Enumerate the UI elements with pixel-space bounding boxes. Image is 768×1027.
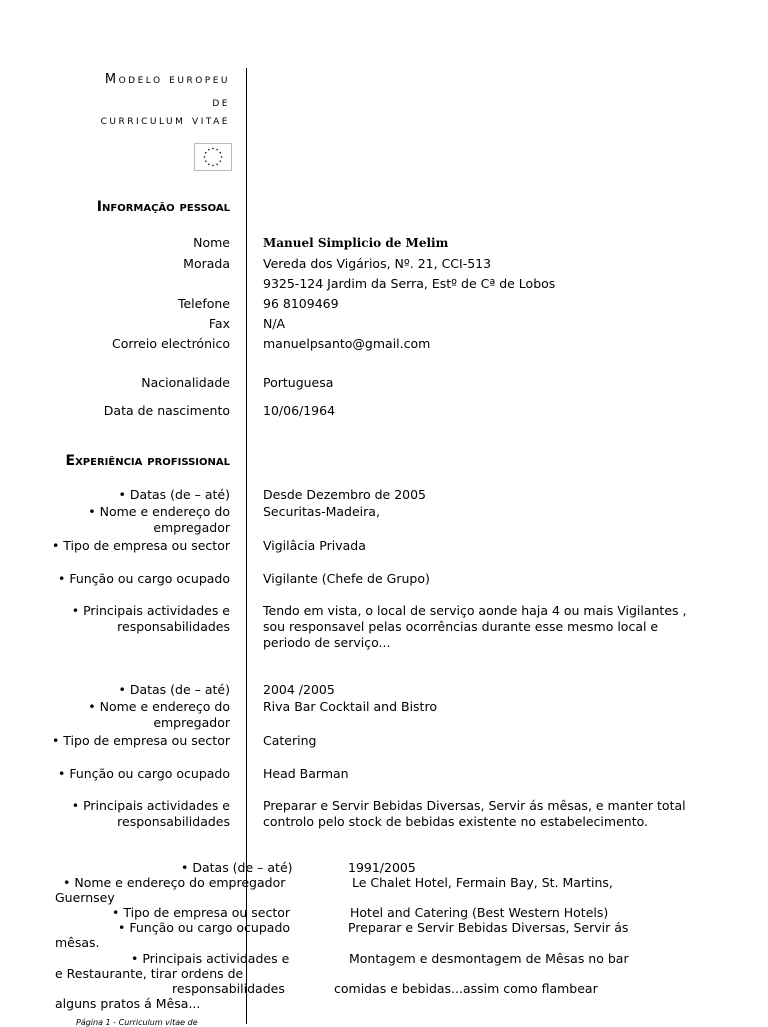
job2-activities-line1: Preparar e Servir Bebidas Diversas, Servir ás mêsas, e manter total: [263, 798, 686, 813]
job1-activities-line1: Tendo em vista, o local de serviço aonde haja 4 ou mais Vigilantes ,: [263, 603, 687, 618]
eu-flag-logo: [194, 143, 232, 171]
cv-title-line2: de: [212, 95, 230, 110]
job3-role-cont: mêsas.: [55, 935, 100, 950]
job3-label-sector: • Tipo de empresa ou sector: [112, 905, 291, 920]
job1-employer: Securitas-Madeira,: [263, 504, 380, 519]
section-title-experience: Experiência profissional: [65, 453, 230, 469]
job1-label-sector: • Tipo de empresa ou sector: [51, 538, 230, 553]
label-morada: Morada: [183, 256, 230, 271]
job1-label-activities: • Principais actividades e responsabilidades: [71, 603, 230, 634]
value-data-nascimento: 10/06/1964: [263, 403, 336, 418]
job2-activities-line2: controlo pelo stock de bebidas existente no estabelecimento.: [263, 814, 648, 829]
job1-sector: Vigilâcia Privada: [263, 538, 366, 553]
section-title-personal: Informação pessoal: [96, 199, 230, 215]
job1-activities-line3: periodo de serviço...: [263, 635, 391, 650]
job3-label-role: • Função ou cargo ocupado: [118, 920, 291, 935]
value-morada-line1: Vereda dos Vigários, Nº. 21, CCI-513: [263, 256, 492, 271]
job1-label-employer: • Nome e endereço do empregador: [88, 504, 230, 535]
job2-label-sector: • Tipo de empresa ou sector: [51, 733, 230, 748]
label-telefone: Telefone: [177, 296, 230, 311]
job1-label-dates: • Datas (de – até): [118, 487, 230, 502]
page-footer: Página 1 - Curriculum vitae de: [76, 1018, 198, 1027]
cv-title-line3: curriculum vitae: [100, 113, 230, 128]
job2-label-employer: • Nome e endereço do empregador: [88, 699, 230, 730]
label-nome: Nome: [193, 235, 230, 250]
job3-role: Preparar e Servir Bebidas Diversas, Servir ás: [348, 920, 629, 935]
job2-label-role: • Função ou cargo ocupado: [57, 766, 230, 781]
job3-label-dates: • Datas (de – até): [181, 860, 293, 875]
job2-role: Head Barman: [263, 766, 349, 781]
job3-label-activities: • Principais actividades e: [131, 951, 290, 966]
job3-activities-line1: Montagem e desmontagem de Mêsas no bar: [349, 951, 629, 966]
job3-sector: Hotel and Catering (Best Western Hotels): [350, 905, 609, 920]
job3-label-responsibilities: responsabilidades: [172, 981, 285, 996]
job3-label-employer: • Nome e endereço do empregador: [63, 875, 286, 890]
job3-dates: 1991/2005: [348, 860, 416, 875]
job2-employer: Riva Bar Cocktail and Bistro: [263, 699, 437, 714]
job2-sector: Catering: [263, 733, 317, 748]
job2-label-activities: • Principais actividades e responsabilidades: [71, 798, 230, 829]
job2-label-dates: • Datas (de – até): [118, 682, 230, 697]
value-fax: N/A: [263, 316, 286, 331]
job2-dates: 2004 /2005: [263, 682, 335, 697]
value-telefone: 96 8109469: [263, 296, 339, 311]
value-nome: Manuel Simplicio de Melim: [263, 236, 449, 250]
job3-employer: Le Chalet Hotel, Fermain Bay, St. Martins,: [352, 875, 613, 890]
job3-activities-line2: e Restaurante, tirar ordens de: [55, 966, 244, 981]
job1-role: Vigilante (Chefe de Grupo): [263, 571, 430, 586]
job3-activities-line3: comidas e bebidas...assim como flambear: [334, 981, 598, 996]
job3-employer-cont: Guernsey: [55, 890, 115, 905]
job1-label-role: • Função ou cargo ocupado: [57, 571, 230, 586]
value-email: manuelpsanto@gmail.com: [263, 336, 431, 351]
label-data-nascimento: Data de nascimento: [103, 403, 230, 418]
job1-activities-line2: sou responsavel pelas ocorrências durante esse mesmo local e: [263, 619, 659, 634]
value-nacionalidade: Portuguesa: [263, 375, 334, 390]
job3-activities-line4: alguns pratos á Mêsa...: [55, 996, 201, 1011]
label-email: Correio electrónico: [112, 336, 230, 351]
label-nacionalidade: Nacionalidade: [141, 375, 230, 390]
job1-dates: Desde Dezembro de 2005: [263, 487, 427, 502]
label-fax: Fax: [208, 316, 230, 331]
cv-title-line1: Modelo europeu: [104, 72, 230, 87]
value-morada-line2: 9325-124 Jardim da Serra, Estº de Cª de Lobos: [263, 276, 556, 291]
